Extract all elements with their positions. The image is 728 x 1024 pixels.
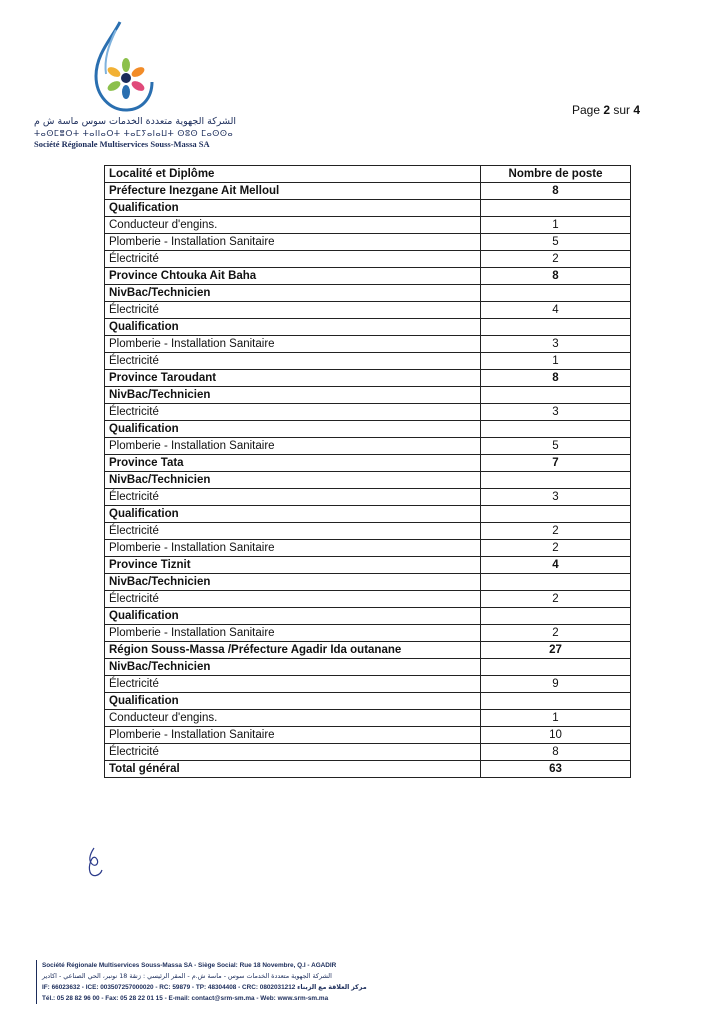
- row-label: Total général: [105, 761, 481, 778]
- table-row: [105, 183, 631, 200]
- row-label: Électricité: [105, 353, 481, 370]
- row-label: NivBac/Technicien: [105, 472, 481, 489]
- row-count: [481, 285, 631, 302]
- row-label: Électricité: [105, 302, 481, 319]
- row-count: 8: [481, 183, 631, 200]
- table-row: [105, 693, 631, 710]
- row-count: 1: [481, 217, 631, 234]
- row-label: Province Chtouka Ait Baha: [105, 268, 481, 285]
- signature-initials: [84, 846, 108, 880]
- row-label: Électricité: [105, 404, 481, 421]
- row-count: 2: [481, 523, 631, 540]
- col-header-count: Nombre de poste: [481, 166, 631, 183]
- row-label: Conducteur d'engins.: [105, 710, 481, 727]
- row-count: 3: [481, 404, 631, 421]
- row-count: 8: [481, 268, 631, 285]
- table-row: [105, 285, 631, 302]
- table-row: [105, 557, 631, 574]
- table-row: [105, 336, 631, 353]
- col-header-locality: Localité et Diplôme: [105, 166, 481, 183]
- table-row: [105, 421, 631, 438]
- row-count: [481, 319, 631, 336]
- row-count: [481, 659, 631, 676]
- footer-line-address: Société Régionale Multiservices Souss-Massa SA - Siège Social: Rue 18 Novembre, Q.I - AGADIR: [42, 962, 337, 969]
- table-row: [105, 710, 631, 727]
- row-count: 1: [481, 710, 631, 727]
- table-row: [105, 251, 631, 268]
- row-label: NivBac/Technicien: [105, 387, 481, 404]
- page-total: 4: [633, 103, 641, 117]
- row-label: Plomberie - Installation Sanitaire: [105, 540, 481, 557]
- footer-line-ids: IF: 66023632 - ICE: 003507257000020 - RC: 59879 - TP: 48304408 - CRC: 0802031212 مركز العلاقة مع الزبناء: [42, 984, 367, 991]
- row-label: NivBac/Technicien: [105, 659, 481, 676]
- footer-line-contact: Tél.: 05 28 82 96 00 - Fax: 05 28 22 01 15 - E-mail: contact@srm-sm.ma - Web: www.srm-sm.ma: [42, 995, 329, 1002]
- row-label: Électricité: [105, 489, 481, 506]
- row-label: Électricité: [105, 523, 481, 540]
- table-row: [105, 591, 631, 608]
- table-row: [105, 404, 631, 421]
- row-count: 2: [481, 540, 631, 557]
- row-count: [481, 472, 631, 489]
- table-row: [105, 676, 631, 693]
- row-count: 3: [481, 336, 631, 353]
- row-label: Plomberie - Installation Sanitaire: [105, 234, 481, 251]
- table-row: [105, 608, 631, 625]
- row-count: 3: [481, 489, 631, 506]
- table-row: [105, 489, 631, 506]
- row-label: Préfecture Inezgane Ait Melloul: [105, 183, 481, 200]
- table-row: [105, 744, 631, 761]
- table-row: [105, 455, 631, 472]
- row-count: 8: [481, 744, 631, 761]
- row-count: [481, 421, 631, 438]
- row-count: [481, 506, 631, 523]
- row-label: Conducteur d'engins.: [105, 217, 481, 234]
- row-count: 5: [481, 438, 631, 455]
- row-label: Qualification: [105, 319, 481, 336]
- table-row: [105, 625, 631, 642]
- table-row: [105, 574, 631, 591]
- row-count: [481, 387, 631, 404]
- row-label: Plomberie - Installation Sanitaire: [105, 625, 481, 642]
- row-count: 10: [481, 727, 631, 744]
- table-row: [105, 319, 631, 336]
- table-row: [105, 234, 631, 251]
- row-label: Province Tiznit: [105, 557, 481, 574]
- row-label: Électricité: [105, 591, 481, 608]
- table-row: [105, 659, 631, 676]
- table-row: [105, 506, 631, 523]
- row-count: 4: [481, 557, 631, 574]
- row-count: [481, 608, 631, 625]
- table-row: [105, 472, 631, 489]
- table-row: [105, 268, 631, 285]
- row-count: [481, 574, 631, 591]
- row-label: Électricité: [105, 744, 481, 761]
- page-current: 2: [603, 103, 611, 117]
- row-count: 27: [481, 642, 631, 659]
- row-count: [481, 693, 631, 710]
- row-count: 1: [481, 353, 631, 370]
- table-row: [105, 302, 631, 319]
- row-label: NivBac/Technicien: [105, 574, 481, 591]
- table-row: [105, 438, 631, 455]
- page-number: Page 2 sur 4: [572, 103, 641, 117]
- row-count: 4: [481, 302, 631, 319]
- footer-line-arabic: الشركة الجهوية متعددة الخدمات سوس - ماسة ش.م - المقر الرئيسي : زنقة 18 نونبر، الحي الصناعي - اكادير: [42, 972, 332, 980]
- row-label: Électricité: [105, 676, 481, 693]
- row-label: Région Souss-Massa /Préfecture Agadir Ida outanane: [105, 642, 481, 659]
- table-row: [105, 727, 631, 744]
- company-logo: [82, 20, 162, 120]
- row-count: 2: [481, 625, 631, 642]
- row-count: [481, 200, 631, 217]
- row-count: 9: [481, 676, 631, 693]
- org-name-arabic: الشركة الجهوية متعددة الخدمات سوس ماسة ش م: [34, 116, 236, 127]
- row-count: 8: [481, 370, 631, 387]
- positions-table: [104, 165, 631, 778]
- row-label: Qualification: [105, 506, 481, 523]
- row-label: Qualification: [105, 693, 481, 710]
- org-name-french: Société Régionale Multiservices Souss-Massa SA: [34, 139, 210, 149]
- row-label: Électricité: [105, 251, 481, 268]
- table-row: [105, 387, 631, 404]
- table-row: [105, 642, 631, 659]
- row-label: Qualification: [105, 608, 481, 625]
- table-row: [105, 523, 631, 540]
- table-row: [105, 370, 631, 387]
- table-row: [105, 540, 631, 557]
- table-row: [105, 217, 631, 234]
- row-count: 63: [481, 761, 631, 778]
- row-count: 2: [481, 591, 631, 608]
- row-count: 5: [481, 234, 631, 251]
- table-row: [105, 200, 631, 217]
- org-name-tifinagh: ⵜⴰⵙⵎⴻⵔⵜ ⵜⴰⵏⵏⴰⵔⵜ ⵜⴰⵎⵢⴰⵏⴰⵡⵜ ⵙⵓⵙ ⵎⴰⵙⵙⴰ: [34, 129, 234, 138]
- footer: [36, 960, 462, 1004]
- table-row: [105, 353, 631, 370]
- row-label: NivBac/Technicien: [105, 285, 481, 302]
- table-header-row: [105, 166, 631, 183]
- row-label: Plomberie - Installation Sanitaire: [105, 336, 481, 353]
- row-count: 2: [481, 251, 631, 268]
- row-label: Province Tata: [105, 455, 481, 472]
- row-label: Plomberie - Installation Sanitaire: [105, 438, 481, 455]
- row-label: Province Taroudant: [105, 370, 481, 387]
- table-row: [105, 761, 631, 778]
- row-label: Plomberie - Installation Sanitaire: [105, 727, 481, 744]
- row-count: 7: [481, 455, 631, 472]
- row-label: Qualification: [105, 421, 481, 438]
- row-label: Qualification: [105, 200, 481, 217]
